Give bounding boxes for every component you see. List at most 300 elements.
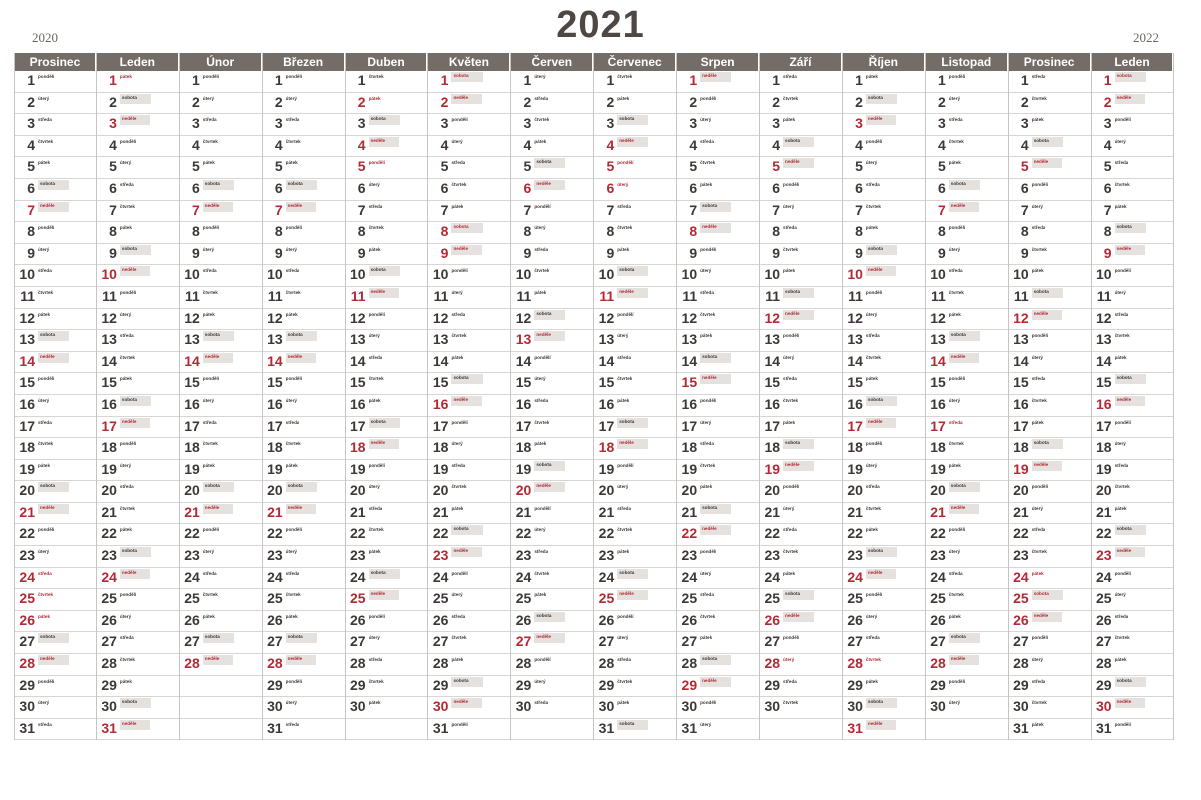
day-number: 1	[274, 72, 283, 88]
day-cell	[263, 481, 345, 503]
day-info	[534, 201, 550, 210]
day-info	[534, 93, 548, 102]
day-info	[120, 373, 132, 382]
day-number: 6	[191, 179, 200, 196]
day-number: 16	[267, 395, 283, 412]
day-cell	[1092, 481, 1174, 503]
day-number: 23	[598, 547, 615, 564]
day-number: 11	[848, 287, 863, 304]
weekday-name: čtvrtek	[38, 441, 54, 447]
day-cell	[1009, 417, 1091, 439]
month-column	[511, 53, 594, 740]
day-cell	[511, 157, 593, 179]
day-cell	[428, 438, 510, 460]
day-cell	[594, 330, 676, 352]
day-cell	[511, 697, 593, 719]
day-cell	[677, 309, 759, 331]
day-cell	[1092, 611, 1174, 633]
day-info	[700, 72, 731, 82]
weekday-name: čtvrtek	[119, 203, 135, 209]
weekday-name: úterý	[948, 549, 961, 555]
day-info	[617, 352, 631, 361]
day-cell	[428, 157, 510, 179]
weekday-name: středa	[865, 181, 880, 187]
day-info	[700, 309, 715, 318]
weekday-name: úterý	[451, 138, 463, 144]
day-info	[120, 589, 136, 598]
weekday-name: sobota	[785, 440, 801, 446]
day-cell	[843, 265, 925, 287]
weekday-name: neděle	[702, 224, 717, 230]
day-info	[203, 157, 215, 166]
month-header: Leden	[97, 53, 178, 71]
weekday-name: pondělí	[948, 678, 966, 684]
day-info	[38, 589, 53, 598]
day-cell	[180, 654, 262, 676]
day-info	[534, 244, 548, 253]
day-cell	[15, 524, 96, 546]
day-number: 30	[598, 698, 615, 715]
day-number: 21	[681, 503, 698, 520]
weekday-name: sobota	[536, 159, 552, 165]
day-cell	[346, 373, 428, 395]
day-info	[700, 223, 731, 233]
weekday-name: neděle	[619, 137, 634, 143]
weekday-name: čtvrtek	[368, 527, 384, 533]
day-number: 28	[432, 655, 449, 672]
day-number: 25	[764, 590, 781, 607]
day-cell	[180, 417, 262, 439]
day-info	[617, 395, 629, 404]
day-info	[866, 309, 877, 318]
weekday-name: sobota	[867, 699, 883, 705]
day-info	[534, 136, 546, 145]
day-cell	[15, 244, 96, 266]
month-column	[760, 53, 843, 740]
day-info	[1032, 71, 1046, 80]
weekday-name: pondělí	[1031, 333, 1049, 339]
day-number: 6	[274, 179, 283, 196]
weekday-name: neděle	[536, 180, 551, 186]
day-cell	[843, 93, 925, 115]
day-number: 10	[515, 266, 532, 283]
day-number: 19	[681, 460, 698, 477]
day-info	[203, 114, 217, 123]
weekday-name: pondělí	[700, 95, 717, 101]
day-info	[286, 222, 302, 231]
day-cell	[180, 524, 262, 546]
day-cell	[1009, 503, 1091, 525]
day-number: 9	[938, 244, 946, 261]
weekday-name: pondělí	[1031, 484, 1049, 490]
weekday-name: sobota	[453, 375, 469, 381]
day-cell	[843, 589, 925, 611]
day-number: 10	[19, 266, 35, 283]
weekday-name: pondělí	[783, 635, 800, 641]
day-number: 24	[515, 568, 532, 585]
weekday-name: pátek	[948, 160, 961, 166]
day-number: 18	[432, 439, 449, 456]
day-cell	[1009, 438, 1091, 460]
weekday-name: pátek	[865, 225, 878, 231]
day-number: 9	[191, 244, 200, 261]
day-number: 28	[515, 655, 532, 672]
day-number: 13	[847, 331, 863, 348]
weekday-name: pondělí	[119, 289, 137, 295]
day-cell	[594, 114, 676, 136]
day-cell	[1092, 719, 1174, 741]
weekday-name: pondělí	[700, 549, 717, 555]
day-cell	[594, 417, 676, 439]
day-cell	[263, 244, 345, 266]
day-info	[866, 720, 897, 730]
day-info	[286, 395, 297, 404]
day-info	[1032, 330, 1048, 339]
day-info	[369, 546, 381, 555]
day-cell	[346, 201, 428, 223]
day-info	[203, 265, 217, 274]
weekday-name: sobota	[536, 461, 552, 467]
weekday-name: pondělí	[368, 160, 385, 166]
day-cell	[1009, 373, 1091, 395]
day-info	[1115, 417, 1131, 426]
weekday-name: středa	[1031, 527, 1046, 533]
weekday-name: neděle	[121, 267, 137, 273]
day-info	[369, 460, 385, 469]
day-cell	[1092, 438, 1174, 460]
day-cell	[428, 201, 510, 223]
day-info	[534, 438, 546, 447]
day-cell	[180, 136, 262, 158]
day-cell	[511, 244, 593, 266]
day-cell	[1009, 222, 1091, 244]
previous-year-label: 2020	[32, 30, 58, 45]
day-info	[617, 222, 632, 231]
day-cell	[594, 136, 676, 158]
day-cell	[1009, 265, 1091, 287]
weekday-name: neděle	[619, 440, 634, 446]
day-info	[286, 136, 301, 145]
day-number: 25	[1013, 590, 1029, 607]
day-number: 17	[1013, 417, 1029, 434]
day-number: 18	[764, 439, 781, 456]
day-info	[203, 460, 215, 469]
day-number: 19	[1096, 460, 1112, 477]
day-info	[949, 460, 961, 469]
weekday-name: pondělí	[700, 700, 717, 706]
day-cell	[760, 71, 842, 93]
day-cell	[97, 481, 179, 503]
day-number: 13	[764, 331, 781, 348]
weekday-name: neděle	[204, 353, 220, 359]
day-cell	[428, 568, 510, 590]
day-number: 16	[1013, 395, 1029, 412]
day-cell	[843, 114, 925, 136]
weekday-name: čtvrtek	[202, 138, 218, 144]
day-cell	[263, 222, 345, 244]
weekday-name: úterý	[38, 549, 50, 555]
day-cell	[15, 589, 96, 611]
day-info	[38, 697, 49, 706]
day-cell	[97, 524, 179, 546]
day-cell	[594, 524, 676, 546]
day-number: 12	[1013, 309, 1029, 326]
weekday-name: sobota	[40, 332, 56, 338]
day-info	[949, 417, 963, 426]
weekday-name: neděle	[453, 245, 469, 251]
day-number: 22	[930, 525, 946, 542]
day-info	[38, 460, 50, 469]
day-cell	[511, 114, 593, 136]
day-number: 8	[606, 223, 615, 240]
day-info	[1115, 632, 1130, 641]
day-info	[1032, 503, 1043, 512]
weekday-name: neděle	[950, 504, 966, 510]
weekday-name: středa	[534, 549, 549, 555]
day-info	[534, 482, 565, 492]
weekday-name: čtvrtek	[285, 289, 301, 295]
weekday-name: úterý	[534, 225, 546, 231]
weekday-name: středa	[202, 268, 217, 274]
day-cell	[428, 632, 510, 654]
day-number: 31	[681, 719, 698, 736]
weekday-name: pondělí	[119, 138, 137, 144]
day-info	[700, 417, 711, 426]
day-info	[286, 287, 301, 296]
weekday-name: pondělí	[865, 138, 883, 144]
day-cell	[15, 222, 96, 244]
day-cell	[346, 287, 428, 309]
day-info	[866, 94, 897, 104]
weekday-name: čtvrtek	[451, 333, 467, 339]
day-info	[1032, 373, 1046, 382]
day-number: 25	[101, 590, 117, 607]
day-cell	[760, 697, 842, 719]
day-info	[369, 373, 384, 382]
day-number: 4	[772, 136, 781, 153]
day-number: 18	[19, 439, 35, 456]
day-number: 3	[523, 115, 532, 132]
weekday-name: čtvrtek	[202, 592, 218, 598]
day-number: 9	[523, 244, 532, 261]
weekday-name: pátek	[285, 160, 298, 166]
day-info	[38, 180, 69, 190]
day-info	[1032, 546, 1047, 555]
weekday-name: úterý	[865, 311, 878, 317]
day-info	[369, 137, 400, 147]
day-info	[534, 180, 565, 190]
day-info	[617, 697, 629, 706]
weekday-name: středa	[1031, 376, 1046, 382]
day-cell	[97, 589, 179, 611]
weekday-name: sobota	[867, 245, 883, 251]
day-info	[38, 265, 52, 274]
weekday-name: čtvrtek	[617, 225, 633, 231]
day-number: 22	[764, 525, 781, 542]
day-info	[1115, 94, 1146, 104]
day-info	[203, 71, 219, 80]
day-info	[369, 481, 380, 490]
day-cell	[594, 265, 676, 287]
day-number: 9	[1020, 244, 1029, 261]
day-info	[700, 179, 712, 188]
day-cell	[1009, 676, 1091, 698]
day-cell	[760, 330, 842, 352]
day-info	[38, 331, 69, 341]
day-number: 8	[689, 223, 698, 240]
day-cell	[594, 179, 676, 201]
weekday-name: středa	[119, 635, 134, 641]
day-number: 10	[267, 266, 283, 283]
weekday-name: sobota	[950, 634, 966, 640]
day-info	[1115, 568, 1131, 577]
day-number: 19	[598, 460, 615, 477]
day-cell	[428, 114, 510, 136]
day-number: 3	[689, 115, 698, 132]
day-cell	[180, 632, 262, 654]
day-cell	[677, 589, 759, 611]
day-number: 20	[19, 482, 35, 499]
weekday-name: středa	[202, 117, 217, 123]
day-number: 23	[267, 547, 283, 564]
month-column	[428, 53, 511, 740]
day-cell	[346, 611, 428, 633]
day-info	[866, 330, 880, 339]
day-number: 23	[930, 547, 946, 564]
day-cell	[511, 481, 593, 503]
day-info	[1032, 179, 1048, 188]
day-cell	[180, 71, 262, 93]
day-info	[38, 309, 50, 318]
day-info	[1115, 460, 1129, 469]
day-number: 17	[19, 417, 35, 434]
day-number: 4	[191, 136, 200, 153]
weekday-name: čtvrtek	[1114, 484, 1130, 490]
day-cell	[1092, 222, 1174, 244]
weekday-name: úterý	[1031, 657, 1043, 663]
weekday-name: pondělí	[285, 74, 303, 79]
day-number: 13	[267, 331, 283, 348]
weekday-name: čtvrtek	[534, 419, 550, 425]
day-cell	[677, 395, 759, 417]
day-number: 15	[764, 374, 781, 391]
day-number: 19	[515, 460, 532, 477]
day-info	[949, 504, 980, 514]
day-number: 29	[930, 676, 946, 693]
day-number: 23	[432, 547, 449, 564]
day-cell	[843, 654, 925, 676]
day-info	[783, 288, 814, 298]
day-number: 28	[847, 655, 863, 672]
day-number: 19	[432, 460, 449, 477]
day-number: 15	[349, 374, 366, 391]
day-number: 13	[681, 331, 698, 348]
day-number: 5	[191, 158, 200, 175]
weekday-name: středa	[1114, 613, 1129, 619]
weekday-name: sobota	[1116, 677, 1132, 683]
day-number: 12	[847, 309, 863, 326]
day-info	[866, 136, 882, 145]
day-info	[617, 330, 628, 339]
day-cell	[511, 546, 593, 568]
day-number: 19	[930, 460, 946, 477]
day-cell	[1009, 352, 1091, 374]
day-info	[1032, 612, 1063, 622]
day-info	[120, 698, 151, 708]
day-number: 21	[1013, 503, 1029, 520]
day-info	[286, 438, 301, 447]
day-number: 7	[772, 201, 781, 218]
day-info	[1115, 287, 1126, 296]
day-info	[451, 157, 465, 166]
weekday-name: pátek	[1114, 657, 1127, 663]
weekday-name: pátek	[700, 333, 713, 339]
day-number: 6	[1103, 179, 1112, 196]
day-number: 2	[357, 93, 366, 110]
weekday-name: čtvrtek	[783, 95, 799, 101]
day-number: 2	[440, 93, 449, 110]
day-number: 26	[1096, 611, 1112, 628]
weekday-name: pátek	[451, 203, 464, 209]
day-cell	[760, 222, 842, 244]
day-cell	[263, 287, 345, 309]
weekday-name: středa	[617, 657, 632, 663]
day-cell	[760, 93, 842, 115]
day-info	[783, 137, 814, 147]
weekday-name: neděle	[287, 504, 303, 510]
day-info	[451, 719, 467, 728]
day-cell	[346, 417, 428, 439]
month-column	[346, 53, 429, 740]
day-info	[451, 503, 463, 512]
day-info	[700, 244, 716, 253]
day-info	[451, 330, 466, 339]
day-info	[120, 266, 151, 276]
weekday-name: úterý	[1031, 203, 1043, 209]
day-info	[866, 115, 897, 125]
day-info	[451, 568, 467, 577]
day-cell	[263, 201, 345, 223]
day-number: 31	[598, 719, 615, 736]
day-info	[120, 654, 135, 663]
day-info	[38, 222, 54, 231]
day-cell	[15, 568, 96, 590]
weekday-name: úterý	[1114, 441, 1126, 447]
day-number: 25	[681, 590, 698, 607]
weekday-name: neděle	[40, 202, 55, 208]
weekday-name: středa	[1031, 74, 1046, 79]
day-info	[120, 287, 136, 296]
weekday-name: neděle	[453, 94, 469, 100]
weekday-name: pondělí	[1114, 570, 1131, 576]
day-info	[369, 418, 400, 428]
day-number: 24	[1096, 568, 1112, 585]
weekday-name: čtvrtek	[534, 268, 550, 274]
weekday-name: sobota	[1033, 591, 1049, 597]
day-info	[1032, 719, 1044, 728]
day-info	[1115, 352, 1127, 361]
day-info	[700, 611, 715, 620]
weekday-name: středa	[285, 117, 300, 123]
weekday-name: úterý	[534, 74, 546, 79]
day-info	[1032, 481, 1048, 490]
day-cell	[677, 179, 759, 201]
weekday-name: čtvrtek	[285, 592, 301, 598]
day-info	[949, 568, 963, 577]
day-info	[120, 611, 131, 620]
day-cell	[97, 632, 179, 654]
day-cell	[594, 222, 676, 244]
